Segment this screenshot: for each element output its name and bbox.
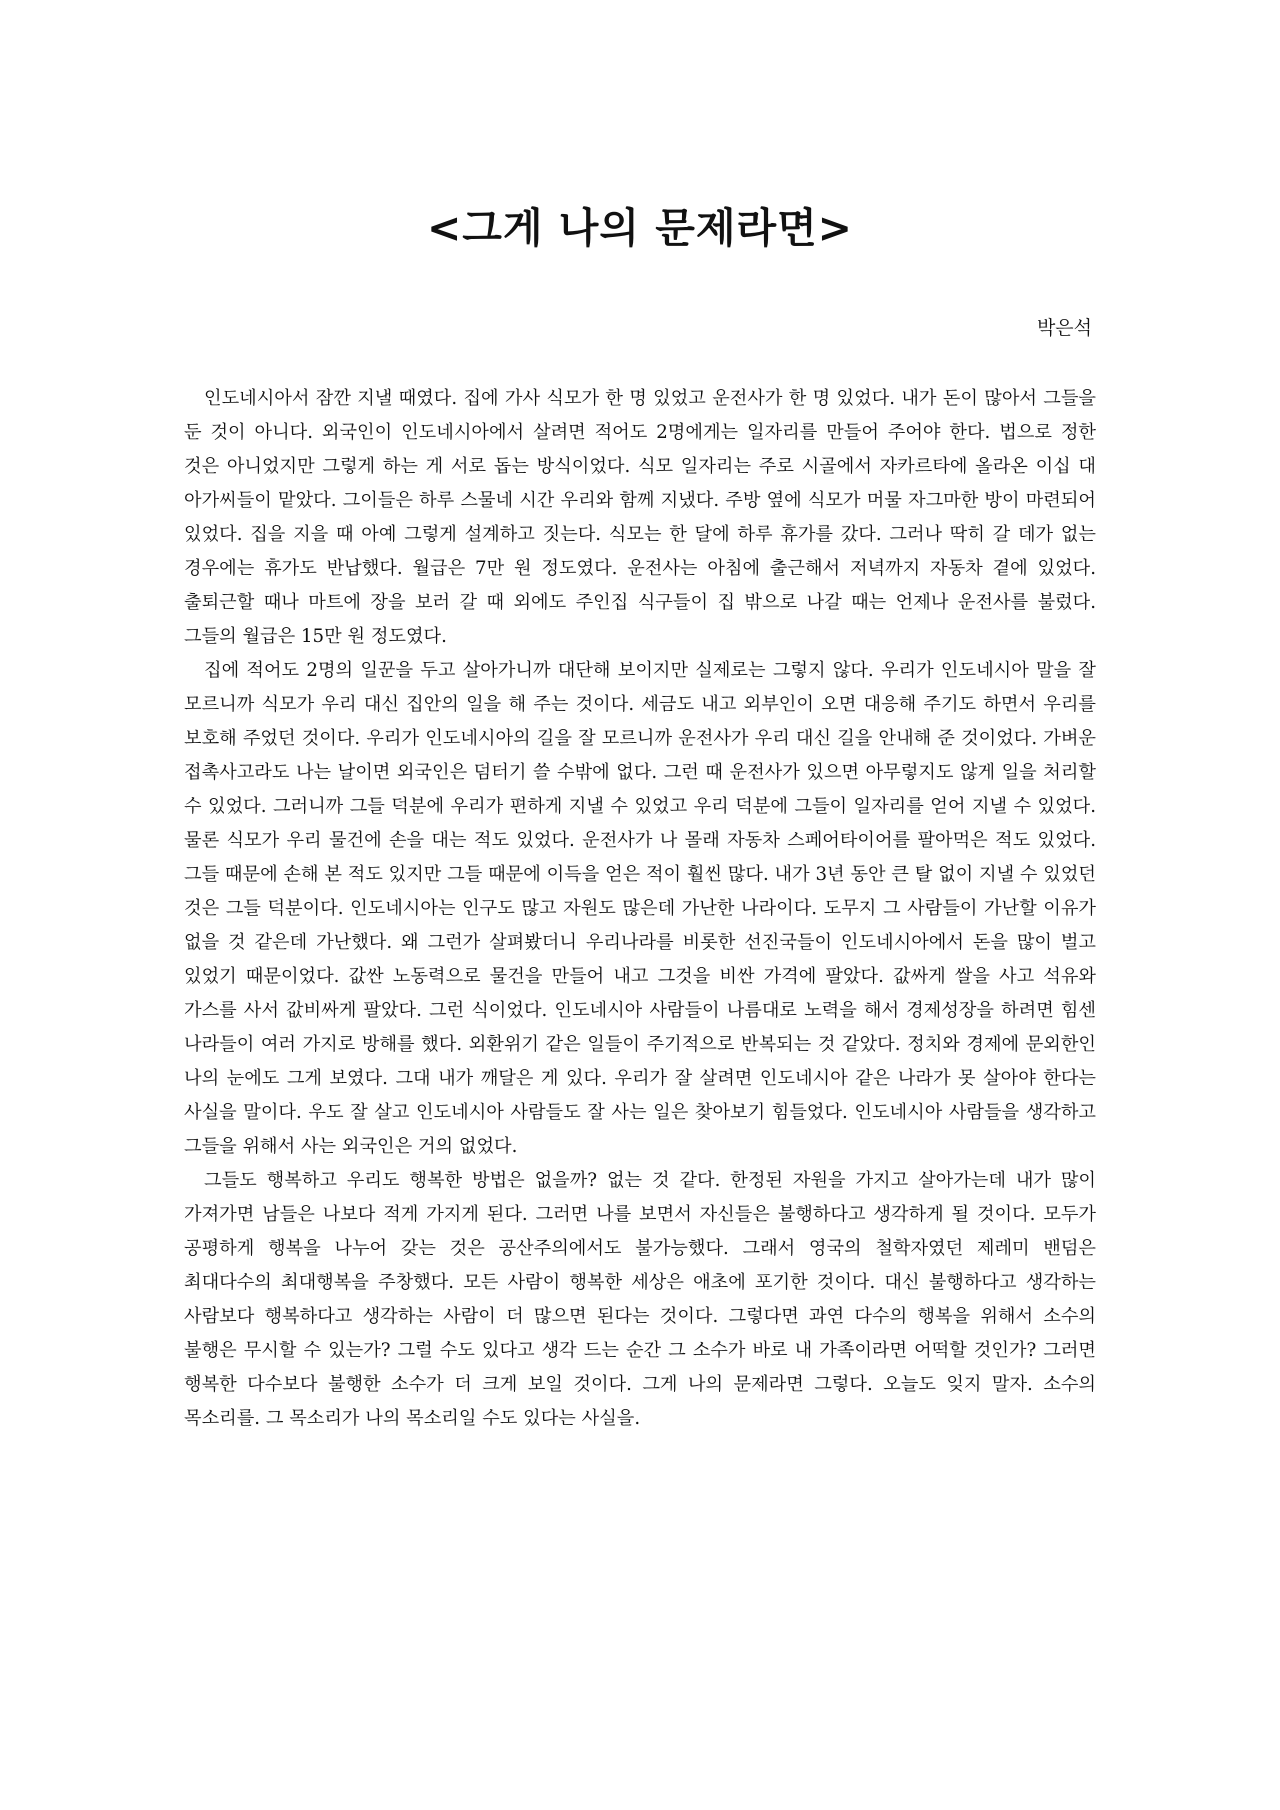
- document-title: <그게 나의 문제라면>: [426, 204, 854, 252]
- document-body: [184, 382, 1096, 1436]
- author-name: 박은석: [1036, 317, 1092, 339]
- body-paragraph-2: 집에 적어도 2명의 일꾼을 두고 살아가니까 대단해 보이지만 실제로는 그렇지 않다. 우리가 인도네시아 말을 잘 모르니까 식모가 우리 대신 집안의 일을 해 주는 것이다. 세금도 내고 외부인이 오면 대응해 주기도 하면서 우리를 보호해 주었던 것이다. 우리가 인도네시아의 길을 잘 모르니까 운전사가 우리 대신 길을 안내해 준 것이었다. 가벼운 접촉사고라도 나는 날이면 외국인은 덤터기 쓸 수밖에 없다. 그런 때 운전사가 있으면 아무렇지도 않게 일을 처리할 수 있었다. 그러니까 그들 덕분에 우리가 편하게 지낼 수 있었고 우리 덕분에 그들이 일자리를 얻어 지낼 수 있었다. 물론 식모가 우리 물건에 손을 대는 적도 있었다. 운전사가 나 몰래 자동차 스페어타이어를 팔아먹은 적도 있었다. 그들 때문에 손해 본 적도 있지만 그들 때문에 이득을 얻은 적이 훨씬 많다. 내가 3년 동안 큰 탈 없이 지낼 수 있었던 것은 그들 덕분이다. 인도네시아는 인구도 많고 자원도 많은데 가난한 나라이다. 도무지 그 사람들이 가난할 이유가 없을 것 같은데 가난했다. 왜 그런가 살펴봤더니 우리나라를 비롯한 선진국들이 인도네시아에서 돈을 많이 벌고 있었기 때문이었다. 값싼 노동력으로 물건을 만들어 내고 그것을 비싼 가격에 팔았다. 값싸게 쌀을 사고 석유와 가스를 사서 값비싸게 팔았다. 그런 식이었다. 인도네시아 사람들이 나름대로 노력을 해서 경제성장을 하려면 힘센 나라들이 여러 가지로 방해를 했다. 외환위기 같은 일들이 주기적으로 반복되는 것 같았다. 정치와 경제에 문외한인 나의 눈에도 그게 보였다. 그대 내가 깨달은 게 있다. 우리가 잘 살려면 인도네시아 같은 나라가 못 살아야 한다는 사실을 말이다. 우도 잘 살고 인도네시아 사람들도 잘 사는 일은 찾아보기 힘들었다. 인도네시아 사람들을 생각하고 그들을 위해서 사는 외국인은 거의 없었다.: [184, 660, 1096, 1157]
- body-paragraph-3: 그들도 행복하고 우리도 행복한 방법은 없을까? 없는 것 같다. 한정된 자원을 가지고 살아가는데 내가 많이 가져가면 남들은 나보다 적게 가지게 된다. 그러면 나를 보면서 자신들은 불행하다고 생각하게 될 것이다. 모두가 공평하게 행복을 나누어 갖는 것은 공산주의에서도 불가능했다. 그래서 영국의 철학자였던 제레미 밴덤은 최대다수의 최대행복을 주창했다. 모든 사람이 행복한 세상은 애초에 포기한 것이다. 대신 불행하다고 생각하는 사람보다 행복하다고 생각하는 사람이 더 많으면 된다는 것이다. 그렇다면 과연 다수의 행복을 위해서 소수의 불행은 무시할 수 있는가? 그럴 수도 있다고 생각 드는 순간 그 소수가 바로 내 가족이라면 어떡할 것인가? 그러면 행복한 다수보다 불행한 소수가 더 크게 보일 것이다. 그게 나의 문제라면 그렇다. 오늘도 잊지 말자. 소수의 목소리를. 그 목소리가 나의 목소리일 수도 있다는 사실을.: [184, 1170, 1096, 1429]
- body-paragraph-1: 인도네시아서 잠깐 지낼 때였다. 집에 가사 식모가 한 명 있었고 운전사가 한 명 있었다. 내가 돈이 많아서 그들을 둔 것이 아니다. 외국인이 인도네시아에서 살려면 적어도 2명에게는 일자리를 만들어 주어야 한다. 법으로 정한 것은 아니었지만 그렇게 하는 게 서로 돕는 방식이었다. 식모 일자리는 주로 시골에서 자카르타에 올라온 이십 대 아가씨들이 맡았다. 그이들은 하루 스물네 시간 우리와 함께 지냈다. 주방 옆에 식모가 머물 자그마한 방이 마련되어 있었다. 집을 지을 때 아예 그렇게 설계하고 짓는다. 식모는 한 달에 하루 휴가를 갔다. 그러나 딱히 갈 데가 없는 경우에는 휴가도 반납했다. 월급은 7만 원 정도였다. 운전사는 아침에 출근해서 저녁까지 자동차 곁에 있었다. 출퇴근할 때나 마트에 장을 보러 갈 때 외에도 주인집 식구들이 집 밖으로 나갈 때는 언제나 운전사를 불렀다. 그들의 월급은 15만 원 정도였다.: [184, 388, 1096, 647]
